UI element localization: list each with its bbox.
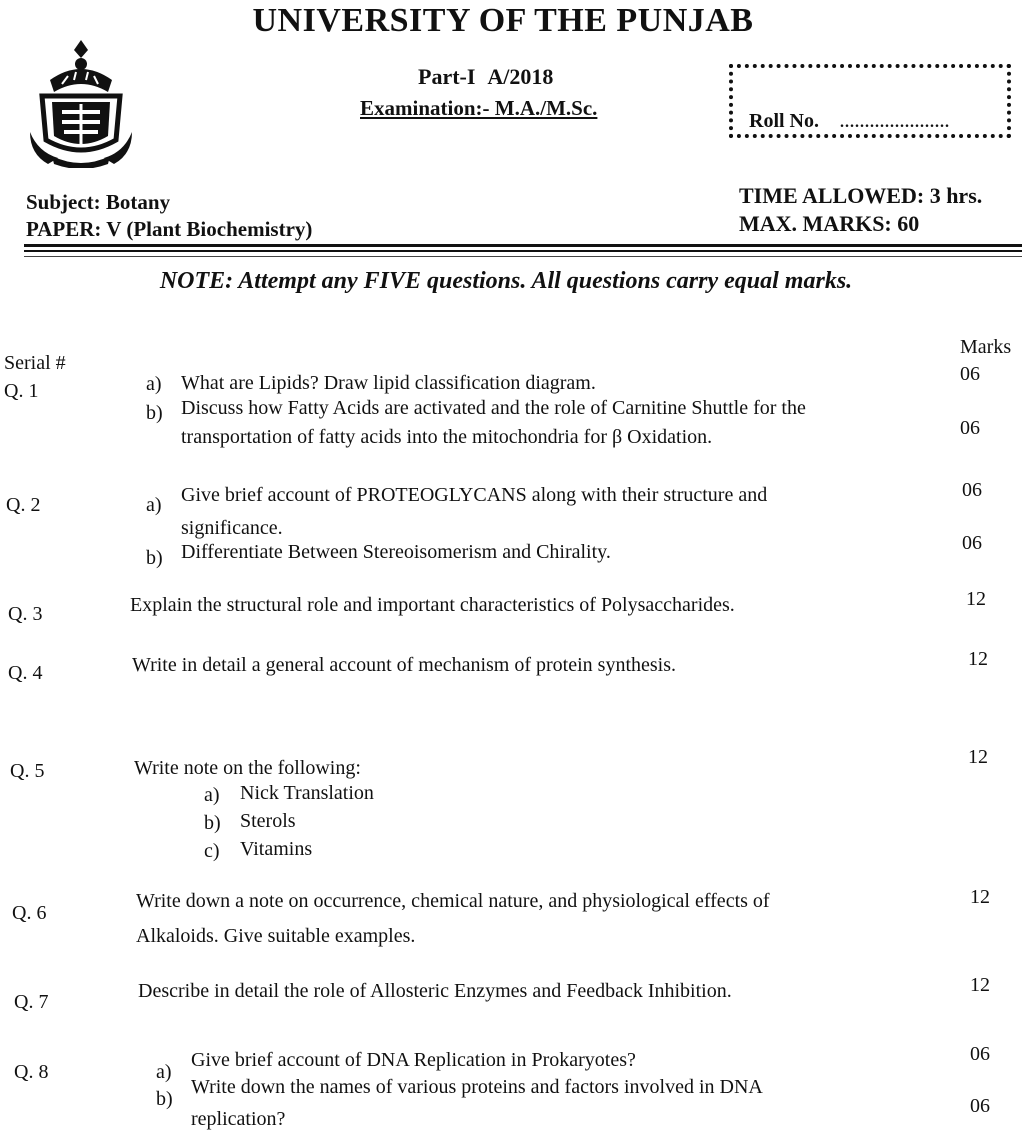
roll-number-label: Roll No. xyxy=(749,110,819,132)
part-letter: a) xyxy=(146,373,162,395)
subitem-text: Vitamins xyxy=(240,838,313,860)
question-label: Q. 8 xyxy=(14,1061,49,1083)
question-marks: 12 xyxy=(966,588,986,610)
part-letter: b) xyxy=(146,547,163,569)
question-text-line: Alkaloids. Give suitable examples. xyxy=(136,925,416,947)
part-letter: a) xyxy=(156,1061,172,1083)
question-label: Q. 7 xyxy=(14,991,49,1013)
question-marks: 12 xyxy=(970,886,990,908)
question-marks: 06 xyxy=(970,1043,990,1065)
question-label: Q. 6 xyxy=(12,902,47,924)
header-divider xyxy=(24,250,1022,252)
question-text-line: Give brief account of DNA Replication in Prokaryotes? xyxy=(191,1049,636,1071)
subitem-text: Sterols xyxy=(240,810,296,832)
max-marks: MAX. MARKS: 60 xyxy=(739,211,920,236)
question-label: Q. 1 xyxy=(4,380,39,402)
question-text-line: replication? xyxy=(191,1108,286,1130)
question-text-line: Explain the structural role and important characteristics of Polysaccharides. xyxy=(130,594,735,616)
question-marks: 12 xyxy=(968,648,988,670)
subitem-letter: b) xyxy=(204,812,221,834)
question-text-line: significance. xyxy=(181,517,283,539)
subitem-letter: c) xyxy=(204,840,220,862)
paper-label: PAPER: V (Plant Biochemistry) xyxy=(26,217,313,241)
question-text-line: Write in detail a general account of mechanism of protein synthesis. xyxy=(132,654,677,676)
part-letter: b) xyxy=(156,1088,173,1110)
header-divider xyxy=(24,256,1022,257)
instructions-note: NOTE: Attempt any FIVE questions. All questions carry equal marks. xyxy=(159,268,853,294)
question-text-line: Write down a note on occurrence, chemical nature, and physiological effects of xyxy=(136,890,770,912)
part-letter: b) xyxy=(146,402,163,424)
university-title: UNIVERSITY OF THE PUNJAB xyxy=(252,2,754,39)
question-marks: 06 xyxy=(962,479,982,501)
serial-column-header: Serial # xyxy=(4,352,66,374)
part-line xyxy=(418,64,553,90)
question-marks: 06 xyxy=(962,532,982,554)
question-text-line: Give brief account of PROTEOGLYCANS along with their structure and xyxy=(181,484,768,506)
question-marks: 12 xyxy=(970,974,990,996)
question-text-line: Write note on the following: xyxy=(134,757,361,779)
question-marks: 06 xyxy=(970,1095,990,1117)
marks-column-header: Marks xyxy=(960,336,1012,358)
part-label: Part-I xyxy=(418,64,476,89)
question-text-line: What are Lipids? Draw lipid classification diagram. xyxy=(181,372,596,394)
question-label: Q. 2 xyxy=(6,494,41,516)
question-label: Q. 4 xyxy=(8,662,43,684)
subitem-letter: a) xyxy=(204,784,220,806)
examination-title: Examination:- M.A./M.Sc. xyxy=(360,96,598,120)
question-label: Q. 3 xyxy=(8,603,43,625)
question-text-line: transportation of fatty acids into the mitochondria for β Oxidation. xyxy=(181,426,713,448)
question-text-line: Discuss how Fatty Acids are activated and the role of Carnitine Shuttle for the xyxy=(181,397,806,419)
time-allowed: TIME ALLOWED: 3 hrs. xyxy=(739,183,983,208)
question-text-line: Write down the names of various proteins and factors involved in DNA xyxy=(191,1076,763,1098)
subject-label: Subject: Botany xyxy=(26,190,171,214)
roll-number-blank: ...................... xyxy=(840,114,950,131)
session-label: A/2018 xyxy=(487,64,554,89)
part-letter: a) xyxy=(146,494,162,516)
question-marks: 12 xyxy=(968,746,988,768)
question-marks: 06 xyxy=(960,363,980,385)
question-text-line: Differentiate Between Stereoisomerism and Chirality. xyxy=(181,541,611,563)
university-crest-logo xyxy=(28,36,134,168)
subitem-text: Nick Translation xyxy=(240,782,374,804)
question-marks: 06 xyxy=(960,417,980,439)
question-text-line: Describe in detail the role of Allosteric Enzymes and Feedback Inhibition. xyxy=(138,980,732,1002)
header-divider xyxy=(24,244,1022,247)
question-label: Q. 5 xyxy=(10,760,45,782)
